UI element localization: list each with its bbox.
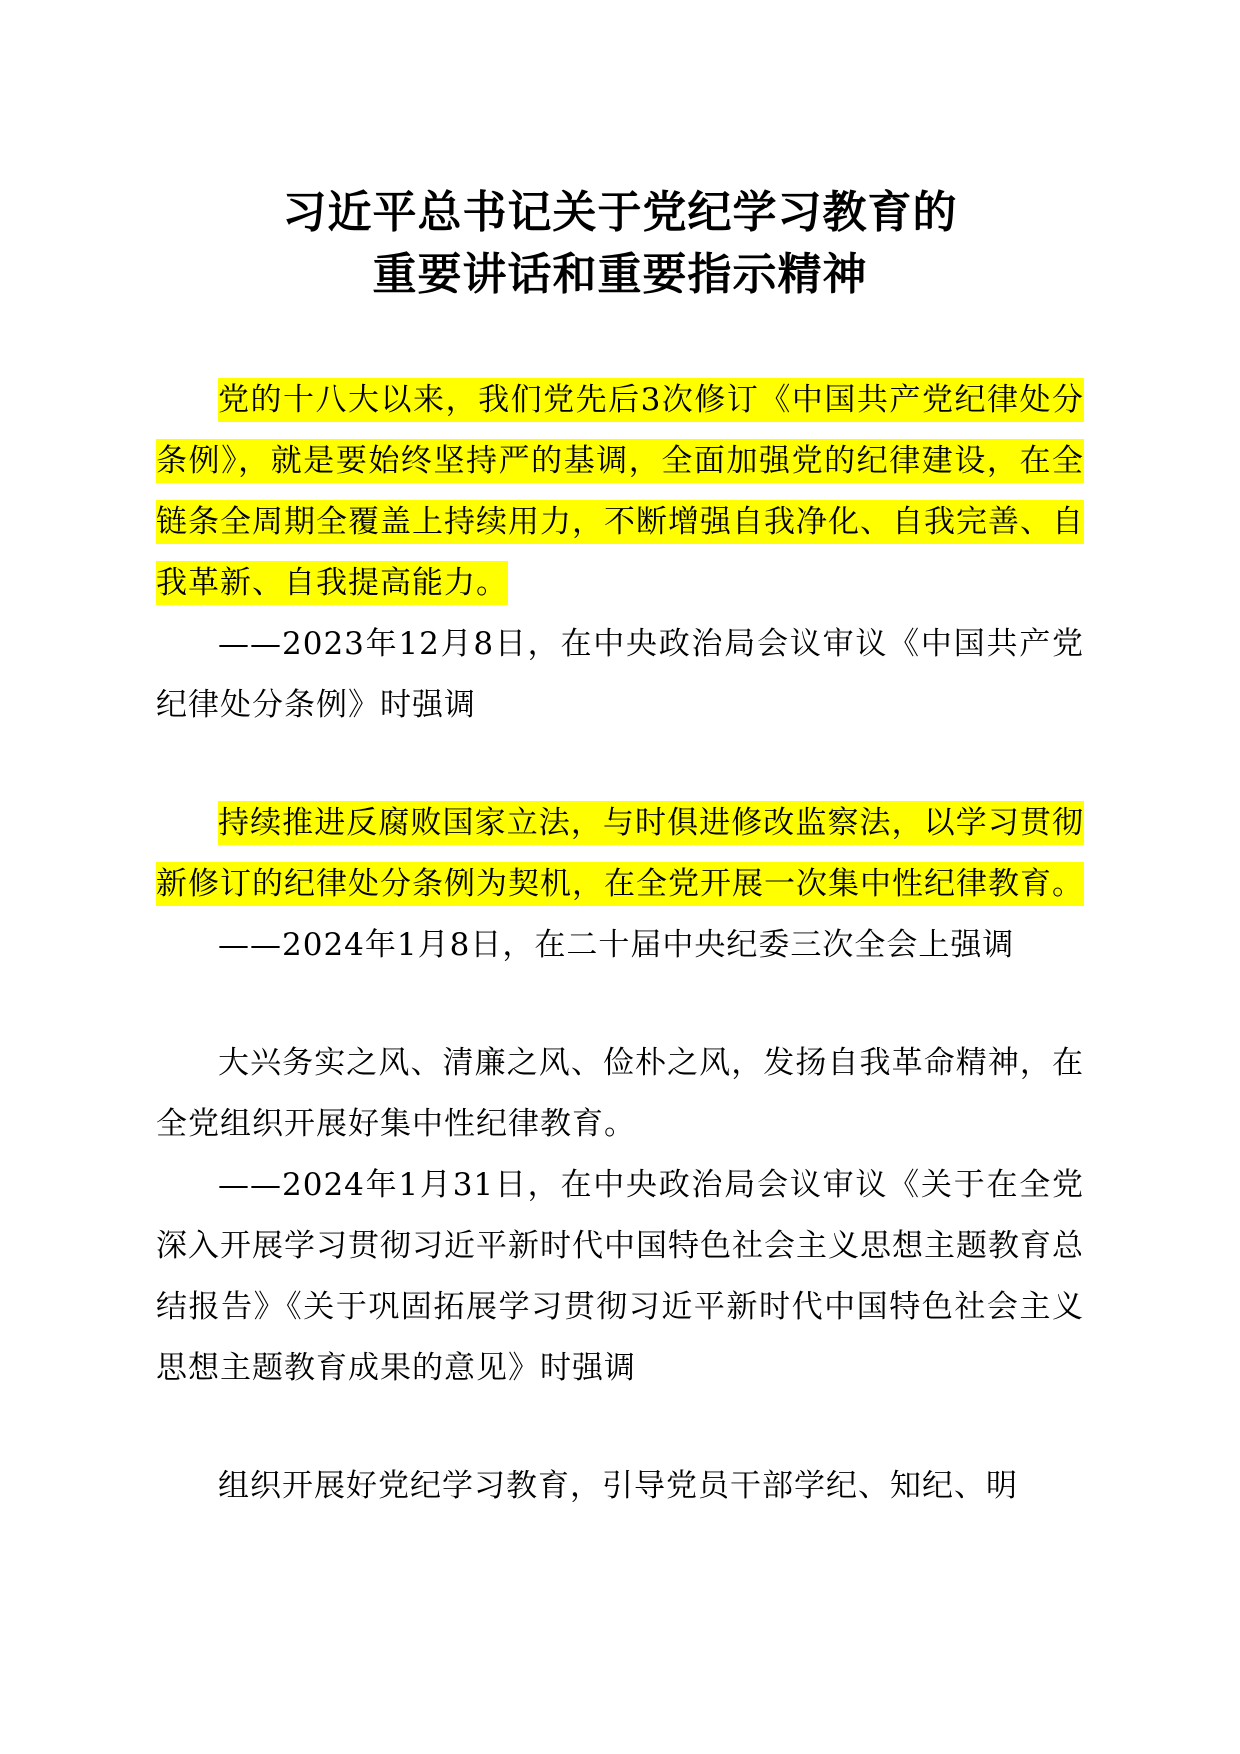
section-spacer bbox=[156, 976, 1084, 1033]
section-spacer bbox=[156, 736, 1084, 793]
document-body bbox=[156, 370, 1084, 1517]
highlighted-quote-2: 持续推进反腐败国家立法，与时俱进修改监察法，以学习贯彻新修订的纪律处分条例为契机，在全党开展一次集中性纪律教育。 bbox=[156, 801, 1084, 906]
highlighted-quote-1: 党的十八大以来，我们党先后3次修订《中国共产党纪律处分条例》，就是要始终坚持严的基调，全面加强党的纪律建设，在全链条全周期全覆盖上持续用力，不断增强自我净化、自我完善、自我革新、自我提高能力。 bbox=[156, 378, 1084, 605]
section-spacer bbox=[156, 1399, 1084, 1456]
quote-source-1: ——2023年12月8日，在中央政治局会议审议《中国共产党纪律处分条例》时强调 bbox=[156, 626, 1084, 723]
quote-paragraph-3: 大兴务实之风、清廉之风、俭朴之风，发扬自我革命精神，在全党组织开展好集中性纪律教育。 bbox=[156, 1045, 1084, 1142]
quote-source-3: ——2024年1月31日，在中央政治局会议审议《关于在全党深入开展学习贯彻习近平新时代中国特色社会主义思想主题教育总结报告》《关于巩固拓展学习贯彻习近平新时代中国特色社会主义思想主题教育成果的意见》时强调 bbox=[156, 1167, 1084, 1386]
document-title-line1: 习近平总书记关于党纪学习教育的 bbox=[282, 187, 958, 238]
quote-paragraph-2 bbox=[156, 793, 1084, 915]
quote-paragraph-4: 组织开展好党纪学习教育，引导党员干部学纪、知纪、明 bbox=[218, 1468, 1018, 1504]
quote-source-2: ——2024年1月8日，在二十届中央纪委三次全会上强调 bbox=[218, 927, 1015, 963]
quote-paragraph-1 bbox=[156, 370, 1084, 614]
document-title-line2: 重要讲话和重要指示精神 bbox=[372, 249, 868, 300]
